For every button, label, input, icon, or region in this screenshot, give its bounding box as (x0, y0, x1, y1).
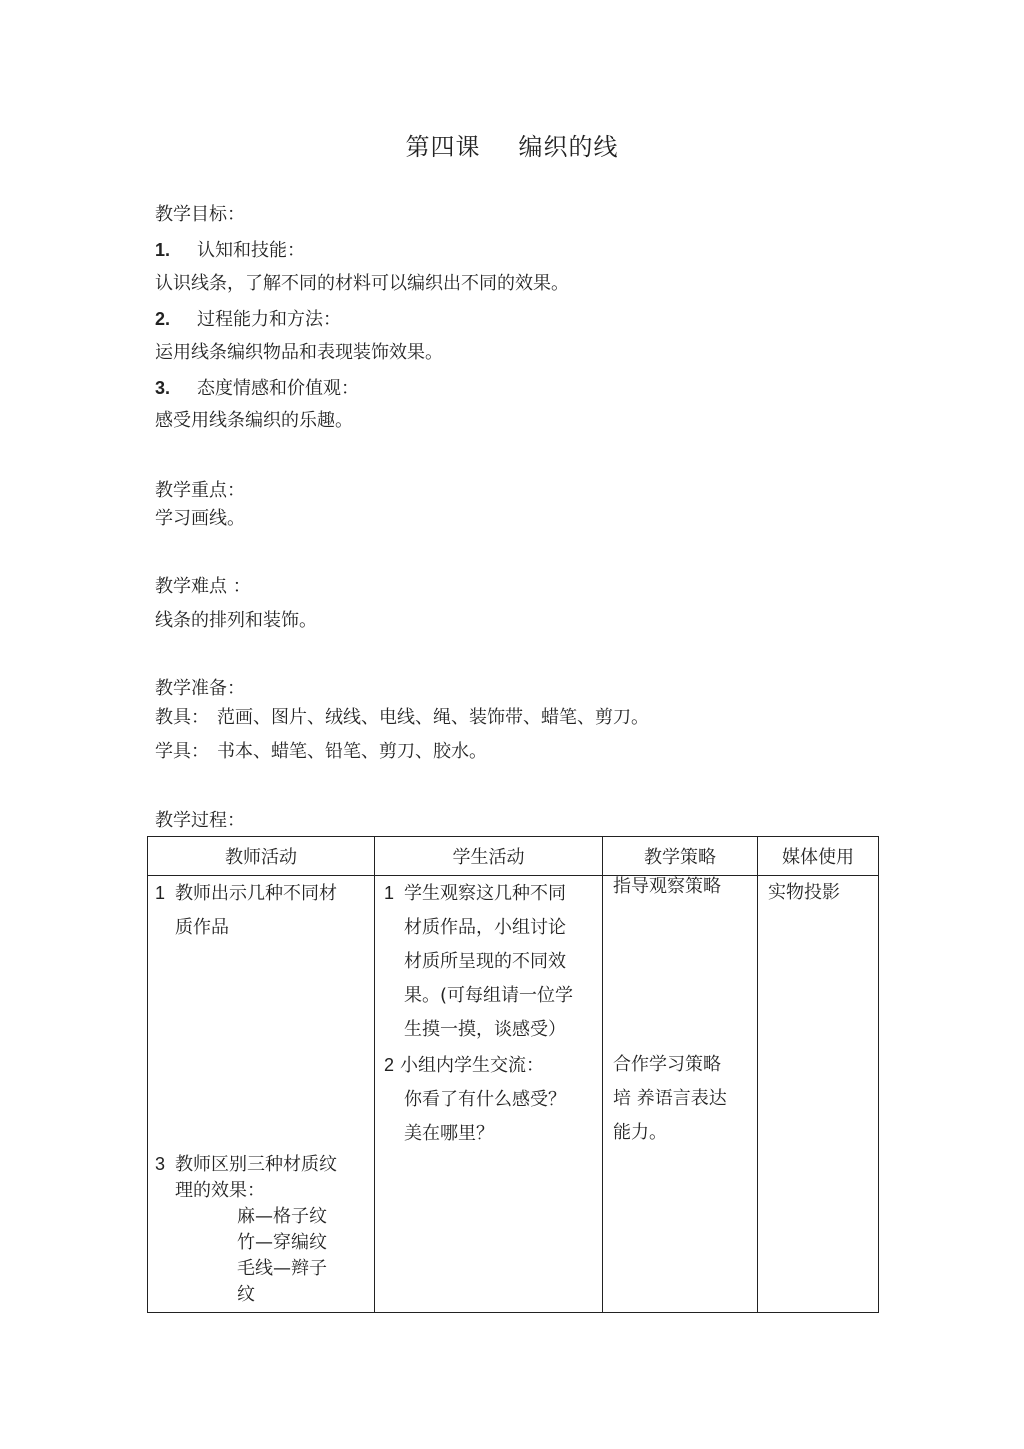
student-tools: 学具： 书本、蜡笔、铅笔、剪刀、胶水。 (155, 741, 487, 762)
key-points-heading: 教学重点： (155, 480, 245, 501)
teaching-strategy-cell (603, 876, 758, 1313)
table-header-row (148, 837, 879, 876)
col-media-use: 媒体使用 (758, 837, 879, 876)
col-teaching-strategy: 教学策略 (603, 837, 758, 876)
teacher-item-1: 1 教师出示几种不同材 质作品 (155, 883, 337, 938)
teacher-activity-cell (148, 876, 375, 1313)
student-item-2: 2 小组内学生交流： 你看了有什么感受？ 美在哪里？ (384, 1055, 566, 1144)
student-item-1: 1 学生观察这几种不同 材质作品，小组讨论 材质所呈现的不同效 果。(可每组请一位学 生摸一摸，谈感受） (384, 883, 574, 1040)
lesson-number: 第四课 (405, 133, 481, 161)
difficulties-text: 线条的排列和装饰。 (155, 610, 317, 631)
process-table (147, 836, 879, 1313)
teacher-tools: 教具： 范画、图片、绒线、电线、绳、装饰带、蜡笔、剪刀。 (155, 707, 649, 728)
media-use-cell (758, 876, 879, 1313)
difficulties-heading: 教学难点 ： (155, 576, 251, 597)
strategy-cooperative: 合作学习策略 培 养语言表达 能力。 (613, 1054, 727, 1143)
col-teacher-activity: 教师活动 (148, 837, 375, 876)
media-projector: 实物投影 (768, 882, 840, 903)
col-student-activity: 学生活动 (375, 837, 603, 876)
objective-1-heading: 1. 认知和技能： (155, 240, 305, 261)
key-points-text: 学习画线。 (155, 508, 245, 529)
objective-2-text: 运用线条编织物品和表现装饰效果。 (155, 342, 443, 363)
texture-hemp: 麻—格子纹 (237, 1206, 327, 1227)
objective-3-heading: 3. 态度情感和价值观： (155, 378, 359, 399)
student-activity-cell (375, 876, 603, 1313)
preparation-heading: 教学准备： (155, 678, 245, 699)
process-heading: 教学过程： (155, 810, 245, 831)
texture-wool: 毛线—辫子 (237, 1258, 327, 1279)
objective-3-text: 感受用线条编织的乐趣。 (155, 410, 353, 431)
objective-1-text: 认识线条，了解不同的材料可以编织出不同的效果。 (155, 273, 569, 294)
lesson-name: 编织的线 (518, 133, 619, 161)
page-title (0, 127, 1024, 162)
texture-bamboo: 竹—穿编纹 (237, 1232, 327, 1253)
objective-2-heading: 2. 过程能力和方法： (155, 309, 341, 330)
teacher-item-3: 3 教师区别三种材质纹 理的效果： 麻—格子纹 竹—穿编纹 毛线—辫子 纹 (155, 1154, 337, 1305)
table-row (148, 876, 879, 1313)
strategy-observation: 指导观察策略 (613, 876, 721, 897)
objectives-heading: 教学目标： (155, 204, 245, 225)
